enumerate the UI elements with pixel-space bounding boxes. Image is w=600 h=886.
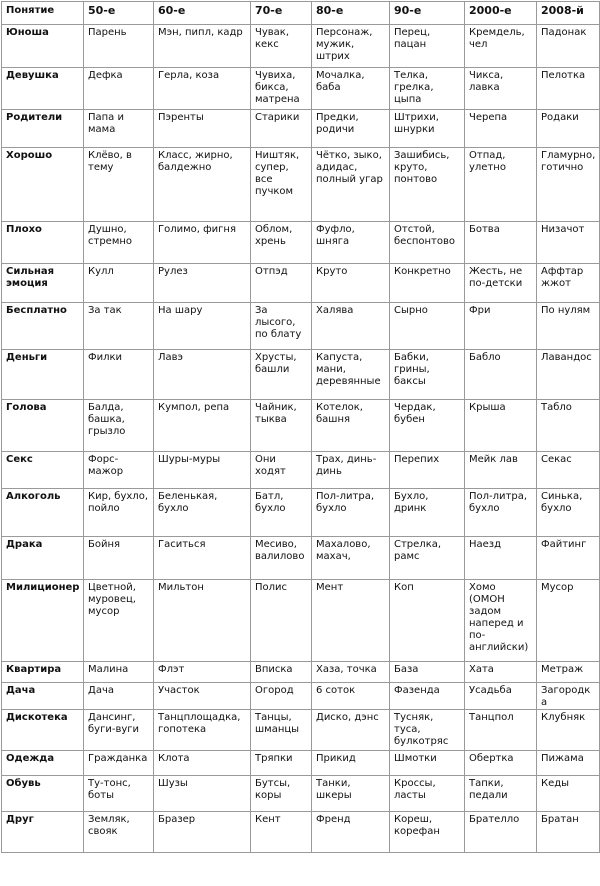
- slang-cell: Предки, родичи: [312, 110, 390, 148]
- slang-cell: Парень: [84, 25, 154, 68]
- slang-cell: Голимо, фигня: [154, 222, 251, 264]
- slang-cell: Мэн, пипл, кадр: [154, 25, 251, 68]
- slang-cell: Хаза, точка: [312, 662, 390, 683]
- slang-cell: Они ходят: [251, 452, 312, 489]
- slang-cell: Участок: [154, 683, 251, 710]
- slang-cell: Кроссы, ласты: [390, 776, 465, 812]
- slang-cell: Секас: [537, 452, 600, 489]
- slang-cell: Отпэд: [251, 264, 312, 303]
- slang-cell: Капуста, мани, деревянные: [312, 350, 390, 400]
- slang-cell: Штрихи, шнурки: [390, 110, 465, 148]
- slang-cell: Филки: [84, 350, 154, 400]
- slang-cell: Кремдель, чел: [465, 25, 537, 68]
- concept-cell: Квартира: [2, 662, 84, 683]
- slang-cell: Пэренты: [154, 110, 251, 148]
- slang-cell: Кеды: [537, 776, 600, 812]
- slang-cell: По нулям: [537, 303, 600, 350]
- slang-cell: Стрелка, рамс: [390, 537, 465, 580]
- slang-cell: Балда, башка, грызло: [84, 400, 154, 452]
- slang-cell: Папа и мама: [84, 110, 154, 148]
- slang-cell: Герла, коза: [154, 68, 251, 110]
- table-row: [2, 400, 600, 452]
- slang-cell: Хрусты, башли: [251, 350, 312, 400]
- table-row: [2, 264, 600, 303]
- header-80s: 80-е: [312, 2, 390, 25]
- slang-cell: Месиво, валилово: [251, 537, 312, 580]
- slang-cell: База: [390, 662, 465, 683]
- concept-cell: Обувь: [2, 776, 84, 812]
- slang-cell: Фазенда: [390, 683, 465, 710]
- slang-cell: Хата: [465, 662, 537, 683]
- slang-cell: Бутсы, коры: [251, 776, 312, 812]
- slang-cell: Чётко, зыко, адидас, полный угар: [312, 148, 390, 222]
- slang-cell: Чайник, тыква: [251, 400, 312, 452]
- slang-table: [1, 1, 600, 853]
- slang-cell: Дансинг, буги-вуги: [84, 710, 154, 751]
- slang-cell: Земляк, свояк: [84, 812, 154, 853]
- slang-cell: Родаки: [537, 110, 600, 148]
- slang-cell: Цветной, муровец, мусор: [84, 580, 154, 662]
- slang-cell: Малина: [84, 662, 154, 683]
- concept-cell: Хорошо: [2, 148, 84, 222]
- slang-cell: Халява: [312, 303, 390, 350]
- slang-cell: Сырно: [390, 303, 465, 350]
- slang-cell: Чикса, лавка: [465, 68, 537, 110]
- slang-cell: На шару: [154, 303, 251, 350]
- header-70s: 70-е: [251, 2, 312, 25]
- slang-cell: Наезд: [465, 537, 537, 580]
- slang-cell: Зашибись, круто, понтово: [390, 148, 465, 222]
- slang-cell: Клота: [154, 751, 251, 776]
- slang-cell: Файтинг: [537, 537, 600, 580]
- slang-cell: Метраж: [537, 662, 600, 683]
- slang-cell: Шузы: [154, 776, 251, 812]
- slang-cell: Бухло, дринк: [390, 489, 465, 537]
- slang-cell: Гламурно, готично: [537, 148, 600, 222]
- slang-cell: Загородка: [537, 683, 600, 710]
- slang-cell: Низачот: [537, 222, 600, 264]
- slang-cell: Танки, шкеры: [312, 776, 390, 812]
- slang-cell: Лавэ: [154, 350, 251, 400]
- slang-cell: Гаситься: [154, 537, 251, 580]
- slang-cell: Клёво, в тему: [84, 148, 154, 222]
- concept-cell: Бесплатно: [2, 303, 84, 350]
- table-row: [2, 662, 600, 683]
- table-row: [2, 683, 600, 710]
- concept-cell: Сильная эмоция: [2, 264, 84, 303]
- concept-cell: Одежда: [2, 751, 84, 776]
- table-row: [2, 110, 600, 148]
- slang-cell: Кир, бухло, пойло: [84, 489, 154, 537]
- slang-cell: Круто: [312, 264, 390, 303]
- slang-cell: Чувиха, бикса, матрена: [251, 68, 312, 110]
- slang-cell: Старики: [251, 110, 312, 148]
- concept-cell: Друг: [2, 812, 84, 853]
- slang-cell: Жесть, не по-детски: [465, 264, 537, 303]
- concept-cell: Дискотека: [2, 710, 84, 751]
- slang-cell: Шмотки: [390, 751, 465, 776]
- table-row: [2, 222, 600, 264]
- slang-cell: Дача: [84, 683, 154, 710]
- slang-cell: Тряпки: [251, 751, 312, 776]
- slang-cell: За так: [84, 303, 154, 350]
- header-concept: Понятие: [2, 2, 84, 25]
- slang-cell: Коп: [390, 580, 465, 662]
- slang-cell: Вписка: [251, 662, 312, 683]
- slang-cell: Танцпол: [465, 710, 537, 751]
- table-row: [2, 580, 600, 662]
- header-2008: 2008-й: [537, 2, 600, 25]
- concept-cell: Драка: [2, 537, 84, 580]
- slang-cell: Батл, бухло: [251, 489, 312, 537]
- table-row: [2, 537, 600, 580]
- slang-cell: Трах, динь-динь: [312, 452, 390, 489]
- slang-cell: Флэт: [154, 662, 251, 683]
- slang-cell: Ту-тонс, боты: [84, 776, 154, 812]
- slang-cell: Ботва: [465, 222, 537, 264]
- slang-cell: Брателло: [465, 812, 537, 853]
- slang-cell: Отпад, улетно: [465, 148, 537, 222]
- slang-cell: Класс, жирно, балдежно: [154, 148, 251, 222]
- header-row: [2, 2, 600, 25]
- slang-cell: Форс-мажор: [84, 452, 154, 489]
- slang-cell: Мейк лав: [465, 452, 537, 489]
- slang-cell: Облом, хрень: [251, 222, 312, 264]
- slang-cell: Рулез: [154, 264, 251, 303]
- slang-cell: Тусняк, туса, булкотряс: [390, 710, 465, 751]
- slang-cell: Танцы, шманцы: [251, 710, 312, 751]
- slang-cell: Мильтон: [154, 580, 251, 662]
- slang-cell: Персонаж, мужик, штрих: [312, 25, 390, 68]
- table-row: [2, 776, 600, 812]
- slang-cell: Аффтар жжот: [537, 264, 600, 303]
- slang-cell: Синька, бухло: [537, 489, 600, 537]
- slang-cell: Бразер: [154, 812, 251, 853]
- slang-cell: Телка, грелка, цыпа: [390, 68, 465, 110]
- slang-cell: Кумпол, репа: [154, 400, 251, 452]
- slang-cell: Танцплощадка, гопотека: [154, 710, 251, 751]
- table-row: [2, 452, 600, 489]
- slang-cell: Бабки, грины, баксы: [390, 350, 465, 400]
- slang-cell: Кент: [251, 812, 312, 853]
- slang-cell: Черепа: [465, 110, 537, 148]
- slang-cell: Мусор: [537, 580, 600, 662]
- slang-cell: Бойня: [84, 537, 154, 580]
- slang-cell: Фуфло, шняга: [312, 222, 390, 264]
- slang-cell: 6 соток: [312, 683, 390, 710]
- header-90s: 90-е: [390, 2, 465, 25]
- slang-cell: Клубняк: [537, 710, 600, 751]
- slang-cell: За лысого, по блату: [251, 303, 312, 350]
- slang-cell: Конкретно: [390, 264, 465, 303]
- slang-cell: Пижама: [537, 751, 600, 776]
- slang-cell: Кореш, корефан: [390, 812, 465, 853]
- slang-cell: Пелотка: [537, 68, 600, 110]
- slang-cell: Перепих: [390, 452, 465, 489]
- slang-cell: Хомо (ОМОН задом наперед и по-английски): [465, 580, 537, 662]
- slang-cell: Прикид: [312, 751, 390, 776]
- slang-cell: Братан: [537, 812, 600, 853]
- slang-cell: Бабло: [465, 350, 537, 400]
- slang-cell: Пол-литра, бухло: [465, 489, 537, 537]
- slang-cell: Ништяк, супер, все пучком: [251, 148, 312, 222]
- slang-cell: Фри: [465, 303, 537, 350]
- concept-cell: Девушка: [2, 68, 84, 110]
- slang-cell: Френд: [312, 812, 390, 853]
- table-row: [2, 350, 600, 400]
- slang-cell: Табло: [537, 400, 600, 452]
- slang-cell: Перец, пацан: [390, 25, 465, 68]
- table-row: [2, 68, 600, 110]
- concept-cell: Дача: [2, 683, 84, 710]
- slang-cell: Диско, дэнс: [312, 710, 390, 751]
- slang-cell: Полис: [251, 580, 312, 662]
- slang-cell: Чувак, кекс: [251, 25, 312, 68]
- slang-cell: Чердак, бубен: [390, 400, 465, 452]
- concept-cell: Алкоголь: [2, 489, 84, 537]
- slang-cell: Кулл: [84, 264, 154, 303]
- slang-cell: Шуры-муры: [154, 452, 251, 489]
- concept-cell: Милиционер: [2, 580, 84, 662]
- table-row: [2, 812, 600, 853]
- slang-cell: Усадьба: [465, 683, 537, 710]
- slang-cell: Пол-литра, бухло: [312, 489, 390, 537]
- header-50s: 50-е: [84, 2, 154, 25]
- concept-cell: Родители: [2, 110, 84, 148]
- slang-cell: Беленькая, бухло: [154, 489, 251, 537]
- header-2000s: 2000-е: [465, 2, 537, 25]
- table-row: [2, 148, 600, 222]
- slang-cell: Махалово, махач,: [312, 537, 390, 580]
- slang-cell: Отстой, беспонтово: [390, 222, 465, 264]
- concept-cell: Деньги: [2, 350, 84, 400]
- table-row: [2, 25, 600, 68]
- table-row: [2, 303, 600, 350]
- slang-cell: Гражданка: [84, 751, 154, 776]
- header-60s: 60-е: [154, 2, 251, 25]
- slang-cell: Тапки, педали: [465, 776, 537, 812]
- table-row: [2, 489, 600, 537]
- slang-cell: Падонак: [537, 25, 600, 68]
- slang-cell: Лавандос: [537, 350, 600, 400]
- table-row: [2, 751, 600, 776]
- slang-cell: Душно, стремно: [84, 222, 154, 264]
- slang-cell: Обертка: [465, 751, 537, 776]
- concept-cell: Секс: [2, 452, 84, 489]
- slang-cell: Котелок, башня: [312, 400, 390, 452]
- table-row: [2, 710, 600, 751]
- concept-cell: Голова: [2, 400, 84, 452]
- slang-cell: Мочалка, баба: [312, 68, 390, 110]
- slang-cell: Огород: [251, 683, 312, 710]
- slang-cell: Крыша: [465, 400, 537, 452]
- slang-cell: Мент: [312, 580, 390, 662]
- concept-cell: Плохо: [2, 222, 84, 264]
- concept-cell: Юноша: [2, 25, 84, 68]
- slang-cell: Дефка: [84, 68, 154, 110]
